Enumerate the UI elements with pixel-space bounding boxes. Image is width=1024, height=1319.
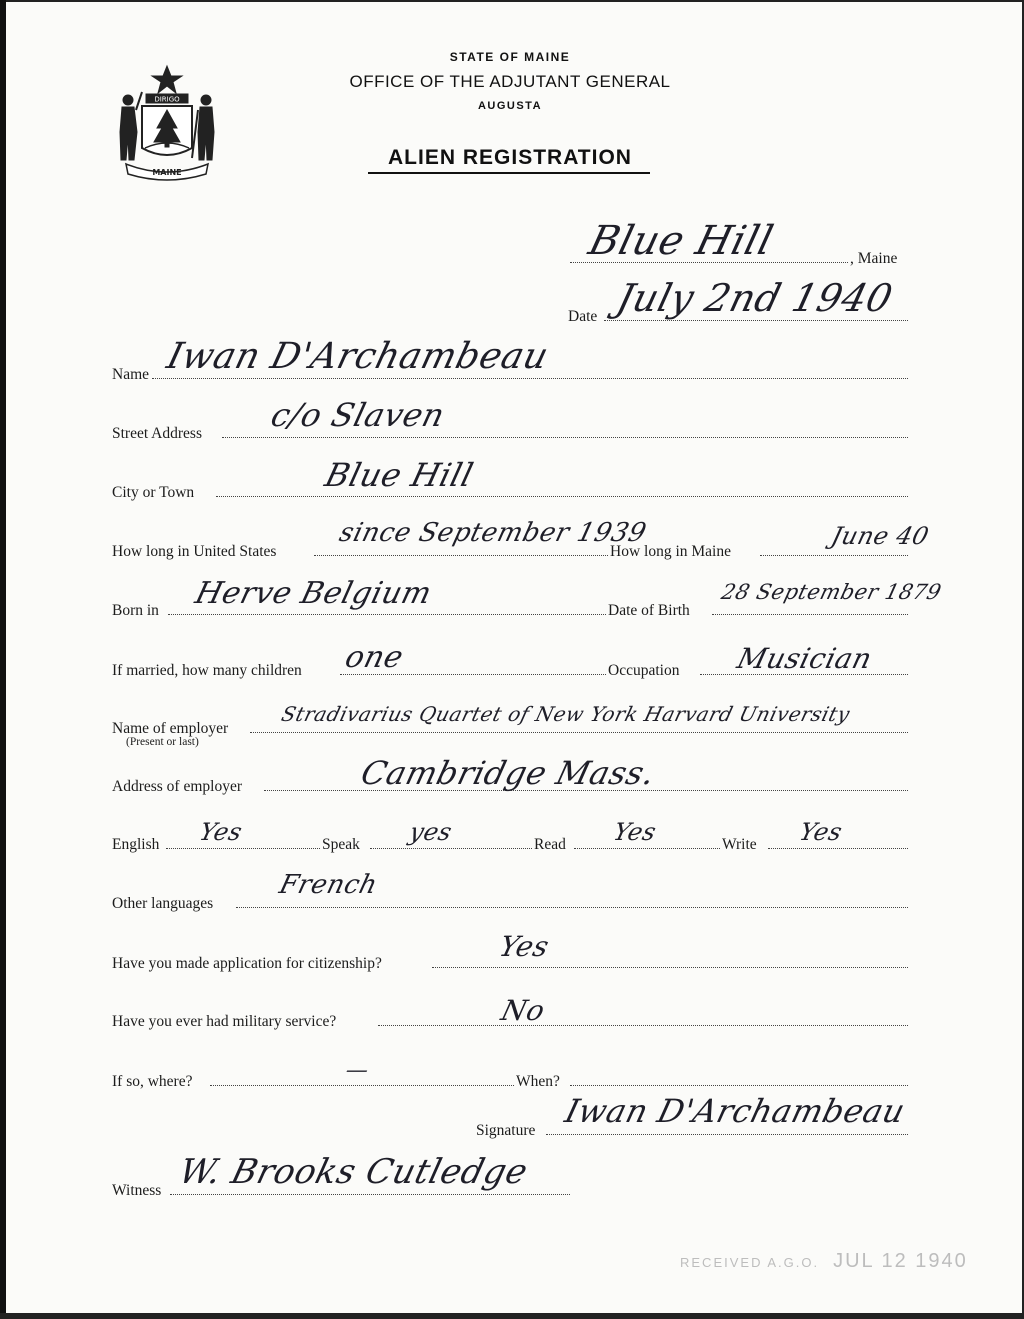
city-line [216,496,908,497]
date-line [604,320,908,321]
svg-text:DIRIGO: DIRIGO [154,95,180,104]
street-address-entry: c/o Slaven [267,396,449,434]
how-long-us-label: How long in United States [112,543,277,560]
born-in-line [168,614,606,615]
english-label: English [112,836,160,853]
speak-entry: yes [406,818,456,846]
write-line [768,848,908,849]
date-label: Date [568,308,598,325]
header-city: AUGUSTA [477,100,543,112]
english-line [166,848,320,849]
city-entry: Blue Hill [321,456,478,494]
signature-label: Signature [476,1122,536,1139]
street-address-label: Street Address [112,425,202,442]
speak-line [370,848,532,849]
read-entry: Yes [610,818,660,846]
citizenship-line [432,967,908,968]
date-of-birth-entry: 28 September 1879 [719,580,944,604]
english-entry: Yes [196,818,246,846]
street-address-line [222,437,908,438]
scan-edge-bottom [0,1313,1024,1319]
other-languages-entry: French [276,870,381,900]
employer-label: Name of employer [112,720,229,737]
military-line [378,1025,908,1026]
employer-address-label: Address of employer [112,778,242,795]
date-of-birth-label: Date of Birth [608,602,690,619]
name-line [152,378,908,379]
signature-line [546,1134,908,1135]
where-label: If so, where? [112,1073,193,1090]
other-languages-label: Other languages [112,895,214,912]
received-stamp [680,1250,968,1273]
children-label: If married, how many children [112,662,302,679]
employer-sublabel: (Present or last) [126,736,199,748]
how-long-us-line [314,555,608,556]
witness-label: Witness [112,1182,162,1199]
employer-line [250,732,908,733]
how-long-maine-entry: June 40 [828,522,932,550]
when-label: When? [516,1073,560,1090]
stamp-date-text: JUL 12 1940 [833,1250,968,1272]
military-label: Have you ever had military service? [112,1013,337,1030]
how-long-us-entry: since September 1939 [336,518,650,548]
when-line [570,1085,908,1086]
witness-entry: W. Brooks Cutledge [175,1152,532,1192]
citizenship-entry: Yes [495,930,553,963]
speak-label: Speak [322,836,360,853]
write-label: Write [722,836,757,853]
other-languages-line [236,907,908,908]
maine-state-seal-icon [112,62,222,184]
born-in-entry: Herve Belgium [191,576,436,611]
citizenship-label: Have you made application for citizenship? [112,955,382,972]
born-in-label: Born in [112,602,159,619]
occupation-entry: Musician [733,642,876,675]
where-entry: — [342,1058,372,1083]
read-label: Read [534,836,566,853]
header-office: OFFICE OF THE ADJUTANT GENERAL [349,72,671,91]
how-long-maine-line [760,555,908,556]
header-state: STATE OF MAINE [449,50,571,64]
city-label: City or Town [112,484,195,501]
how-long-maine-label: How long in Maine [610,543,731,560]
military-entry: No [497,994,549,1027]
scan-edge-left [0,0,6,1319]
date-of-birth-line [712,614,908,615]
town-entry: Blue Hill [584,218,778,264]
name-label: Name [112,366,150,383]
occupation-label: Occupation [608,662,680,679]
signature-entry: Iwan D'Archambeau [561,1092,910,1130]
children-entry: one [341,640,408,675]
read-line [574,848,720,849]
employer-address-entry: Cambridge Mass. [357,754,660,792]
employer-entry: Stradivarius Quartet of New York Harvard University [279,702,853,726]
where-line [210,1085,514,1086]
name-entry: Iwan D'Archambeau [162,336,553,377]
date-entry: July 2nd 1940 [612,276,898,320]
form-title: ALIEN REGISTRATION [388,146,632,169]
write-entry: Yes [796,818,846,846]
maine-label: , Maine [850,250,898,267]
witness-line [170,1194,570,1195]
svg-text:MAINE: MAINE [152,168,182,177]
title-underline [368,172,650,174]
stamp-received-text: RECEIVED A.G.O. [680,1255,820,1270]
